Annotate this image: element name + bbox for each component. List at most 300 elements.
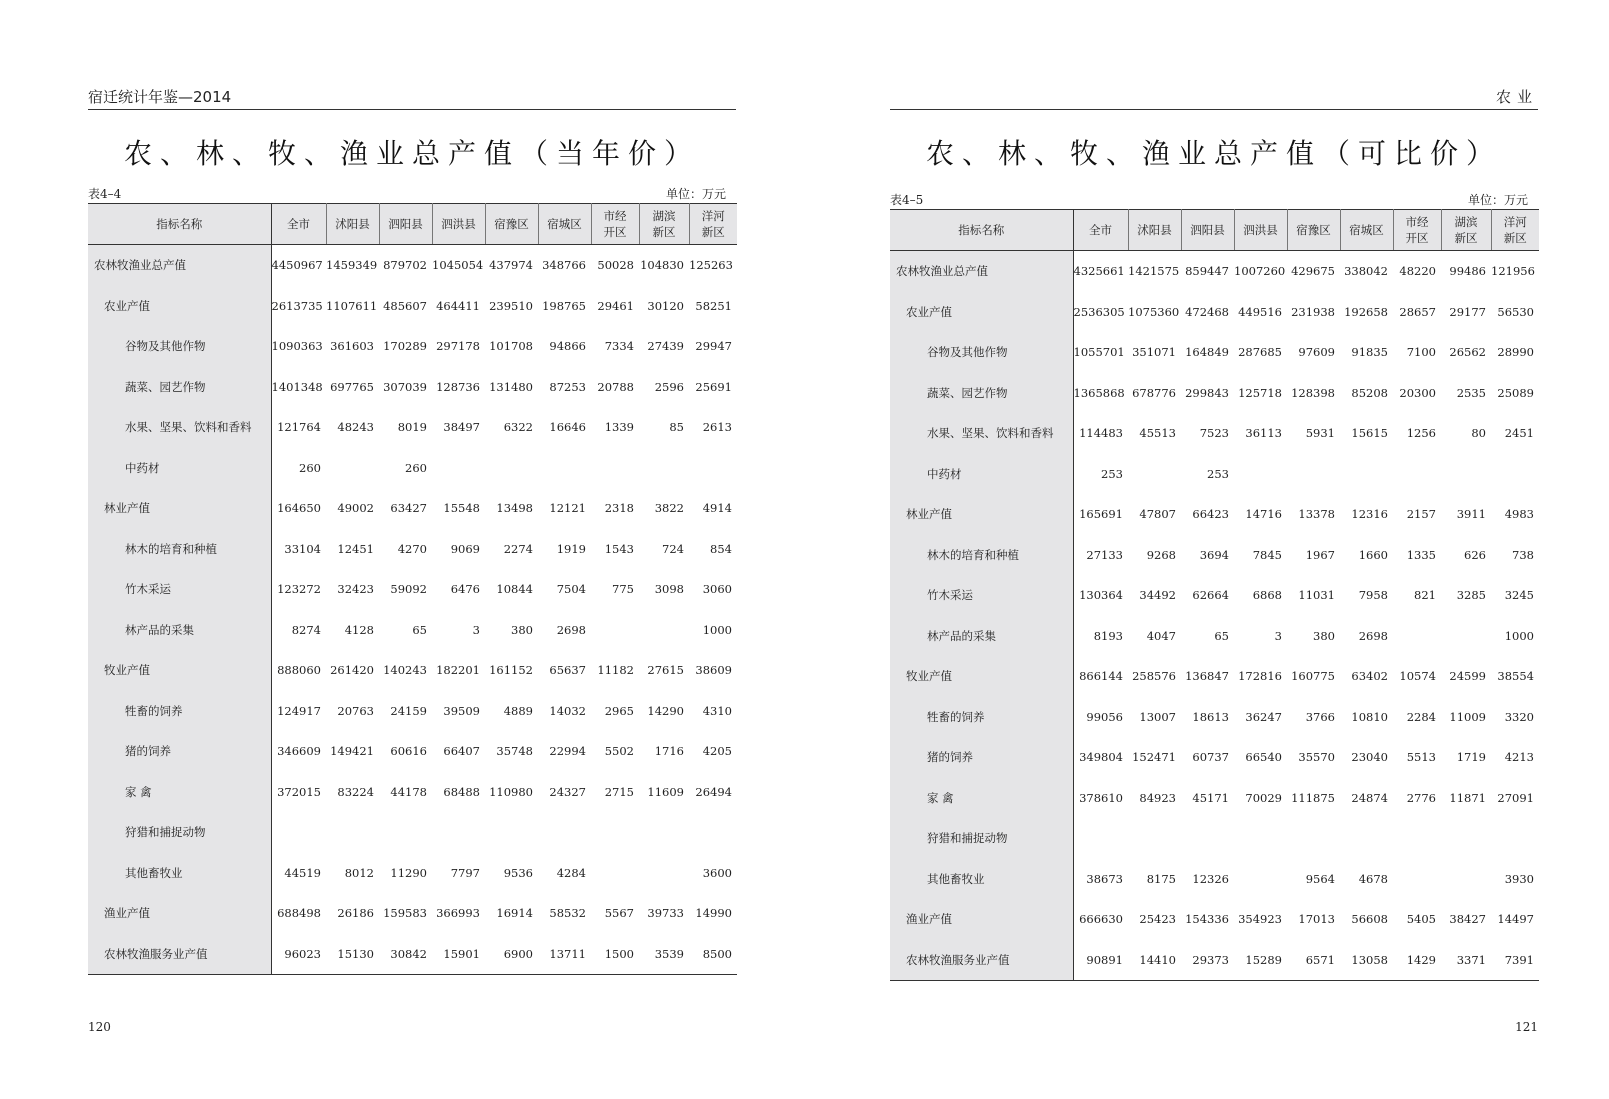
table-cell [639,448,689,489]
table-cell: 131480 [489,379,533,394]
table-cell: 22994 [549,744,586,759]
table-cell: 5405 [1406,912,1436,927]
column-header: 泗阳县 [379,204,432,245]
table-cell: 56530 [1497,304,1534,319]
table-cell: 724 [662,541,684,556]
table-cell: 99056 [1086,709,1123,724]
table-cell: 7391 [1504,952,1534,967]
table-cell [1340,454,1393,495]
table-cell: 29461 [597,298,634,313]
table-cell: 8500 [702,946,732,961]
table-cell: 80 [1471,426,1486,441]
table-row [88,326,737,367]
table-cell: 7100 [1406,345,1436,360]
table-cell: 4310 [702,703,732,718]
table-cell: 349804 [1079,750,1123,765]
column-header: 沭阳县 [1128,210,1181,251]
table-cell: 3285 [1456,588,1486,603]
table-cell: 165691 [1079,507,1123,522]
table-cell: 45513 [1139,426,1176,441]
table-cell: 1919 [556,541,586,556]
row-label: 农业产值 [88,286,271,327]
table-cell: 4914 [702,501,732,516]
table-cell: 97609 [1298,345,1335,360]
table-cell: 297178 [436,339,480,354]
row-label: 猪的饲养 [890,737,1073,778]
column-header: 洋河 新区 [689,204,737,245]
table-cell: 65 [412,622,427,637]
table-cell: 14290 [647,703,684,718]
table-cell: 28657 [1399,304,1436,319]
table-cell [1073,818,1128,859]
table-row [890,778,1539,819]
table-cell: 2715 [604,784,634,799]
table-cell: 2451 [1504,426,1534,441]
column-header: 泗洪县 [432,204,485,245]
row-label: 农业产值 [890,292,1073,333]
table-cell: 239510 [489,298,533,313]
table-cell: 94866 [549,339,586,354]
table-cell: 11031 [1298,588,1335,603]
table-cell: 15548 [443,501,480,516]
table-cell: 9536 [503,865,533,880]
table-cell: 15901 [443,946,480,961]
column-header: 宿豫区 [1287,210,1340,251]
table-row [88,529,737,570]
table-cell: 48220 [1399,264,1436,279]
table-cell: 7958 [1358,588,1388,603]
table-cell: 11871 [1449,790,1486,805]
table-cell: 6900 [503,946,533,961]
table-row [88,812,737,853]
right-page [890,0,1538,1099]
table-cell: 6476 [450,582,480,597]
table-cell: 1075360 [1128,304,1180,319]
table-cell: 485607 [383,298,427,313]
table-cell: 2536305 [1073,304,1125,319]
table-cell: 2157 [1406,507,1436,522]
table-row [88,650,737,691]
table-row [88,245,737,286]
table-cell: 27615 [647,663,684,678]
table-cell [485,448,538,489]
table-cell: 6868 [1252,588,1282,603]
table-cell [1491,454,1539,495]
column-header: 全市 [1073,210,1128,251]
table-cell: 3 [1274,628,1282,643]
table-cell: 68488 [443,784,480,799]
table-row [890,535,1539,576]
row-label: 林木的培育和种植 [890,535,1073,576]
column-header: 宿城区 [1340,210,1393,251]
running-head: 农业 [890,86,1538,110]
table-cell: 114483 [1079,426,1123,441]
table-cell: 1459349 [326,258,378,273]
table-cell: 182201 [436,663,480,678]
table-cell: 10810 [1351,709,1388,724]
table-cell: 14716 [1245,507,1282,522]
table-cell: 1660 [1358,547,1388,562]
table-cell: 2776 [1406,790,1436,805]
column-header: 泗阳县 [1181,210,1234,251]
table-cell: 13378 [1298,507,1335,522]
table-cell: 6322 [503,420,533,435]
table-cell: 464411 [436,298,480,313]
table-row [88,367,737,408]
table-cell: 14032 [549,703,586,718]
table-row [88,448,737,489]
table-cell: 1045054 [432,258,484,273]
table-row [88,731,737,772]
table-cell [689,448,737,489]
table-cell: 2698 [556,622,586,637]
table-cell: 9564 [1305,871,1335,886]
table-number: 表4–5 [890,193,924,207]
row-label: 中药材 [890,454,1073,495]
table-cell: 437974 [489,258,533,273]
table-cell: 91835 [1351,345,1388,360]
table-cell: 888060 [277,663,321,678]
table-cell: 666630 [1079,912,1123,927]
table-cell: 351071 [1132,345,1176,360]
table-cell: 2596 [654,379,684,394]
table-cell [591,610,639,651]
row-label: 水果、坚果、饮料和香料 [890,413,1073,454]
table-cell: 4983 [1504,507,1534,522]
table-cell: 47807 [1139,507,1176,522]
table-row [890,413,1539,454]
table-row [88,691,737,732]
column-header: 泗洪县 [1234,210,1287,251]
table-cell [1234,859,1287,900]
table-cell: 36113 [1245,426,1282,441]
table-cell: 3245 [1504,588,1534,603]
table-cell: 253 [1101,466,1123,481]
table-cell: 62664 [1192,588,1229,603]
table-cell: 8274 [291,622,321,637]
table-number: 表4–4 [88,187,122,201]
table-cell: 12326 [1192,871,1229,886]
table-cell: 58532 [549,906,586,921]
table-cell: 231938 [1291,304,1335,319]
table-cell [1441,859,1491,900]
table-cell: 1090363 [271,339,323,354]
table-cell: 3320 [1504,709,1534,724]
table-cell: 1000 [1504,628,1534,643]
table-cell: 299843 [1185,385,1229,400]
table-cell: 110980 [489,784,533,799]
table-row [890,616,1539,657]
table-cell: 28990 [1497,345,1534,360]
table-cell: 4889 [503,703,533,718]
table-header-row [88,204,737,245]
table-cell: 4205 [702,744,732,759]
table-cell: 1007260 [1234,264,1286,279]
row-label: 林业产值 [890,494,1073,535]
table-cell: 354923 [1238,912,1282,927]
table-cell: 99486 [1449,264,1486,279]
table-cell: 7797 [450,865,480,880]
table-cell: 33104 [284,541,321,556]
table-cell: 1107611 [326,298,378,313]
table-cell [591,812,639,853]
table-cell [485,812,538,853]
column-header: 湖滨 新区 [639,204,689,245]
table-cell: 9268 [1146,547,1176,562]
table-cell: 2535 [1456,385,1486,400]
row-label: 狩猎和捕捉动物 [88,812,271,853]
table-cell: 253 [1207,466,1229,481]
table-row [890,454,1539,495]
table-cell: 11290 [390,865,427,880]
table-cell [1393,616,1441,657]
table-cell: 4128 [344,622,374,637]
table-meta [88,185,736,201]
row-label: 水果、坚果、饮料和香料 [88,407,271,448]
table-cell: 149421 [330,744,374,759]
table-cell: 4213 [1504,750,1534,765]
table-cell: 1429 [1406,952,1436,967]
table-cell: 38497 [443,420,480,435]
table-cell: 90891 [1086,952,1123,967]
table-cell: 45171 [1192,790,1229,805]
table-cell: 23040 [1351,750,1388,765]
table-cell: 161152 [489,663,533,678]
table-cell: 60737 [1192,750,1229,765]
table-cell: 14990 [695,906,732,921]
row-label: 林产品的采集 [890,616,1073,657]
table-row [890,940,1539,981]
table-row [88,893,737,934]
row-label: 其他畜牧业 [890,859,1073,900]
row-label: 农林牧渔服务业产值 [890,940,1073,981]
row-label: 牲畜的饲养 [88,691,271,732]
table-cell: 35748 [496,744,533,759]
row-label: 渔业产值 [88,893,271,934]
table-cell: 50028 [597,258,634,273]
table-cell: 29947 [695,339,732,354]
table-cell: 260 [299,460,321,475]
table-cell: 130364 [1079,588,1123,603]
table-cell: 20788 [597,379,634,394]
table-cell: 10844 [496,582,533,597]
row-label: 谷物及其他作物 [890,332,1073,373]
row-label: 狩猎和捕捉动物 [890,818,1073,859]
table-cell: 59092 [390,582,427,597]
table-cell: 121956 [1491,264,1535,279]
row-label: 中药材 [88,448,271,489]
table-cell: 65637 [549,663,586,678]
table-cell: 11182 [597,663,634,678]
table-cell [1287,454,1340,495]
table-cell: 2965 [604,703,634,718]
column-header: 市经 开区 [1393,210,1441,251]
table-cell: 3930 [1504,871,1534,886]
table-cell: 879702 [383,258,427,273]
table-row [88,407,737,448]
row-label: 农林牧渔业总产值 [88,245,271,286]
table-cell: 1256 [1406,426,1436,441]
table-cell: 4678 [1358,871,1388,886]
table-cell: 8012 [344,865,374,880]
table-cell: 380 [1313,628,1335,643]
table-cell: 3694 [1199,547,1229,562]
table-unit: 单位：万元 [665,187,726,201]
table-row [890,494,1539,535]
table-cell: 8193 [1093,628,1123,643]
table-cell: 13498 [496,501,533,516]
table-cell: 18613 [1192,709,1229,724]
table-cell [591,448,639,489]
table-cell: 60616 [390,744,427,759]
table-row [890,899,1539,940]
table-cell: 84923 [1139,790,1176,805]
table-cell: 24874 [1351,790,1388,805]
table-cell: 26186 [337,906,374,921]
table-cell: 136847 [1185,669,1229,684]
table-cell: 12316 [1351,507,1388,522]
table-cell: 258576 [1132,669,1176,684]
table-cell: 25089 [1497,385,1534,400]
data-table [890,209,1539,981]
table-cell: 2613 [702,420,732,435]
table-row [88,286,737,327]
table-cell: 83224 [337,784,374,799]
column-header-indicator: 指标名称 [88,204,271,245]
table-cell: 1716 [654,744,684,759]
table-cell [432,812,485,853]
table-cell [639,812,689,853]
table-cell: 3911 [1456,507,1486,522]
table-row [890,737,1539,778]
table-cell: 1055701 [1073,345,1125,360]
page-title: 农、林、牧、渔业总产值（可比价） [925,137,1502,170]
table-cell: 3766 [1305,709,1335,724]
table-cell: 2318 [604,501,634,516]
table-cell: 152471 [1132,750,1176,765]
column-header: 市经 开区 [591,204,639,245]
table-cell: 1000 [702,622,732,637]
row-label: 农林牧渔服务业产值 [88,934,271,975]
table-cell: 15615 [1351,426,1388,441]
table-cell [1393,859,1441,900]
table-row [890,292,1539,333]
row-label: 竹木采运 [88,569,271,610]
table-cell: 164849 [1185,345,1229,360]
table-cell [591,853,639,894]
table-cell: 8175 [1146,871,1176,886]
table-cell: 1421575 [1128,264,1180,279]
table-cell: 27133 [1086,547,1123,562]
table-cell: 124917 [277,703,321,718]
table-cell: 164650 [277,501,321,516]
table-row [890,818,1539,859]
table-cell [639,853,689,894]
row-label: 牲畜的饲养 [890,697,1073,738]
table-cell: 13711 [549,946,586,961]
table-cell: 3600 [702,865,732,880]
table-cell: 854 [710,541,732,556]
row-label: 其他畜牧业 [88,853,271,894]
page-number: 120 [88,1020,111,1034]
table-cell: 48243 [337,420,374,435]
table-cell: 3060 [702,582,732,597]
table-cell: 1335 [1406,547,1436,562]
table-cell [1128,818,1181,859]
column-header: 湖滨 新区 [1441,210,1491,251]
table-cell: 859447 [1185,264,1229,279]
table-cell: 361603 [330,339,374,354]
table-cell: 1719 [1456,750,1486,765]
row-label: 家 禽 [88,772,271,813]
table-cell: 87253 [549,379,586,394]
table-cell: 4284 [556,865,586,880]
table-cell: 27091 [1497,790,1534,805]
table-cell: 17013 [1298,912,1335,927]
table-cell: 36247 [1245,709,1282,724]
table-cell: 128398 [1291,385,1335,400]
row-label: 猪的饲养 [88,731,271,772]
table-row [890,332,1539,373]
table-cell: 821 [1414,588,1436,603]
table-cell: 198765 [542,298,586,313]
table-cell: 85 [669,420,684,435]
table-cell: 63427 [390,501,427,516]
table-cell: 159583 [383,906,427,921]
table-cell [639,610,689,651]
table-cell: 56608 [1351,912,1388,927]
table-row [890,859,1539,900]
table-cell: 626 [1464,547,1486,562]
table-cell [1128,454,1181,495]
table-cell: 2274 [503,541,533,556]
table-cell: 38554 [1497,669,1534,684]
table-row [890,251,1539,292]
table-cell: 16914 [496,906,533,921]
table-cell: 140243 [383,663,427,678]
table-cell: 2698 [1358,628,1388,643]
table-cell: 678776 [1132,385,1176,400]
table-cell: 3822 [654,501,684,516]
table-cell: 123272 [277,582,321,597]
table-cell: 697765 [330,379,374,394]
row-label: 牧业产值 [88,650,271,691]
table-cell: 154336 [1185,912,1229,927]
page-title: 农、林、牧、渔业总产值（当年价） [123,137,700,170]
table-cell [271,812,326,853]
table-row [890,656,1539,697]
table-cell: 372015 [277,784,321,799]
table-cell [1340,818,1393,859]
column-header: 全市 [271,204,326,245]
table-cell: 3 [472,622,480,637]
table-cell: 13058 [1351,952,1388,967]
column-header: 洋河 新区 [1491,210,1539,251]
table-cell: 380 [511,622,533,637]
table-cell: 38427 [1449,912,1486,927]
table-cell: 378610 [1079,790,1123,805]
table-header-row [890,210,1539,251]
table-cell: 348766 [542,258,586,273]
table-unit: 单位：万元 [1467,193,1528,207]
table-cell [1234,454,1287,495]
table-cell: 13007 [1139,709,1176,724]
table-cell: 38609 [695,663,732,678]
table-cell: 172816 [1238,669,1282,684]
table-cell: 16646 [549,420,586,435]
row-label: 林产品的采集 [88,610,271,651]
table-cell: 24599 [1449,669,1486,684]
